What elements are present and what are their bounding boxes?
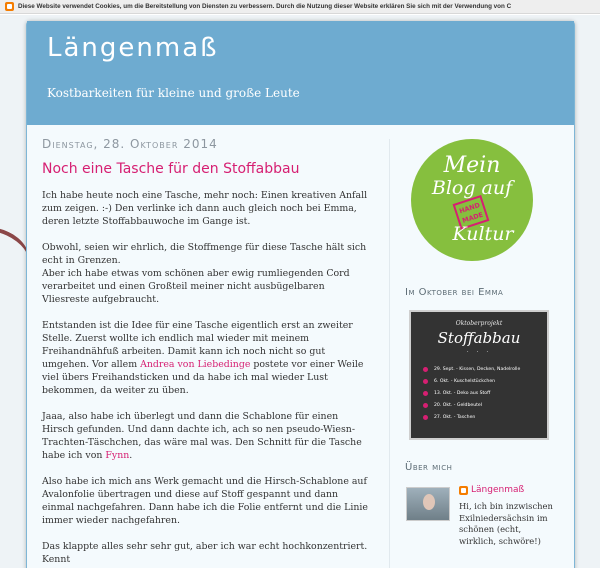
about-me-widget <box>404 487 562 547</box>
schedule-text: 13. Okt. - Deko aus Stoff <box>434 390 491 396</box>
badge-line-2: Blog auf <box>431 177 513 199</box>
post-paragraph <box>42 319 372 397</box>
badge-line-3: Kultur <box>452 223 514 245</box>
post-paragraph: Also habe ich mich ans Werk gemacht und die Hirsch-Schablone auf Avalonfolie übertragen und diese auf Stoff gespannt und dann einmal nachgefahren. Dann habe ich die Folie entfernt und die Linie immer wieder nachgefahren. <box>42 476 368 526</box>
stamp-line-2: MADE <box>461 210 485 225</box>
post-date: Dienstag, 28. Oktober 2014 <box>42 137 218 151</box>
schedule-text: 27. Okt. - Taschen <box>434 414 476 420</box>
link-fynn[interactable]: Fynn <box>105 450 130 461</box>
blog-auf-kultur-badge[interactable] <box>411 139 533 261</box>
post-body <box>42 189 372 566</box>
post-text: . <box>129 450 133 461</box>
stoffabbau-subtitle: Oktoberprojekt <box>455 320 503 327</box>
profile-avatar[interactable] <box>406 487 450 521</box>
link-andrea-liebedinge[interactable]: Andrea von Liebedinge <box>140 359 251 370</box>
sidebar-heading-emma: Im Oktober bei Emma <box>405 287 504 298</box>
site-description: Kostbarkeiten für kleine und große Leute <box>47 86 300 100</box>
post-paragraph: Das klappte alles sehr sehr gut, aber ich war echt hochkonzentriert. Kennt <box>42 541 368 565</box>
post-text: Entstanden ist die Idee für eine Tasche eigentlich erst an zweiter Stelle. Zuerst wollte ich endlich mal wieder mit meinem Freihandnähfuß arbeiten. Damit kann ich noch nicht so gut umgehen. Vor allem <box>42 320 353 370</box>
schedule-item <box>423 387 547 399</box>
main-column <box>42 137 372 568</box>
column-divider <box>389 139 390 568</box>
post-title[interactable]: Noch eine Tasche für den Stoffabbau <box>42 161 300 177</box>
site-title[interactable]: Längenmaß <box>47 33 219 63</box>
post-text: Aber ich habe etwas vom schönen aber ewig rumliegenden Cord verarbeitet und einen Großteil meiner nicht ausbügelbaren Vliesreste aufgebraucht. <box>42 268 350 305</box>
post-text: postete vor einer Weile viel übers Freihandsticken und da habe ich mal wieder Lust bekommen, da weiter zu üben. <box>42 359 364 396</box>
blogger-icon <box>459 486 468 495</box>
schedule-text: 29. Sept. - Kissen, Decken, Nadelrolle <box>434 366 521 372</box>
profile-name-link[interactable] <box>459 485 524 495</box>
sidebar-heading-about: Über mich <box>405 462 453 473</box>
schedule-text: 20. Okt. - Geldbeutel <box>434 402 483 408</box>
sidebar <box>402 139 562 547</box>
bullet-icon <box>423 367 428 372</box>
cookie-notice-bar <box>0 0 600 14</box>
badge-line-1: Mein <box>443 153 501 178</box>
post-text: Obwohl, seien wir ehrlich, die Stoffmenge für diese Tasche hält sich echt in Grenzen. <box>42 242 367 266</box>
chalk-dots-decoration: · · · <box>466 349 492 356</box>
blogger-icon <box>5 2 14 11</box>
schedule-item <box>423 411 547 423</box>
blog-header <box>27 21 574 125</box>
stamp-line-1: HAND <box>458 201 481 216</box>
page-background <box>0 15 600 568</box>
profile-name[interactable]: Längenmaß <box>471 485 525 495</box>
bullet-icon <box>423 415 428 420</box>
cookie-notice-text: Diese Website verwendet Cookies, um die Bereitstellung von Diensten zu verbessern. Durch die Nutzung dieser Website erklären Sie sich mit der Verwendung von C <box>18 3 512 10</box>
post-paragraph: Ich habe heute noch eine Tasche, mehr noch: Einen kreativen Anfall zum zeigen. :-) Den verlinke ich dann auch gleich noch bei Emma, deren letzte Stoffabbauwoche im Gange ist. <box>42 190 368 227</box>
bullet-icon <box>423 379 428 384</box>
stoffabbau-schedule <box>423 363 547 423</box>
schedule-item <box>423 375 547 387</box>
schedule-item <box>423 363 547 375</box>
stoffabbau-title: Stoffabbau <box>437 329 521 347</box>
post-text: Jaaa, also habe ich überlegt und dann die Schablone für einen Hirsch gefunden. Und dann dachte ich, ach so nen pseudo-Wiesn-Trachten-Täschchen, das wäre mal was. Den Schnitt für die Tasche habe ich von <box>42 411 362 461</box>
bullet-icon <box>423 391 428 396</box>
bullet-icon <box>423 403 428 408</box>
content-area <box>27 125 574 568</box>
post-paragraph <box>42 241 372 306</box>
profile-description: Hi, ich bin inzwischen Exilniedersächsin im schönen (echt, wirklich, schwöre!) <box>459 501 553 546</box>
schedule-text: 6. Okt. - Kuschelstückchen <box>434 378 496 384</box>
post-paragraph <box>42 410 372 462</box>
stoffabbau-banner[interactable] <box>409 310 549 440</box>
schedule-item <box>423 399 547 411</box>
